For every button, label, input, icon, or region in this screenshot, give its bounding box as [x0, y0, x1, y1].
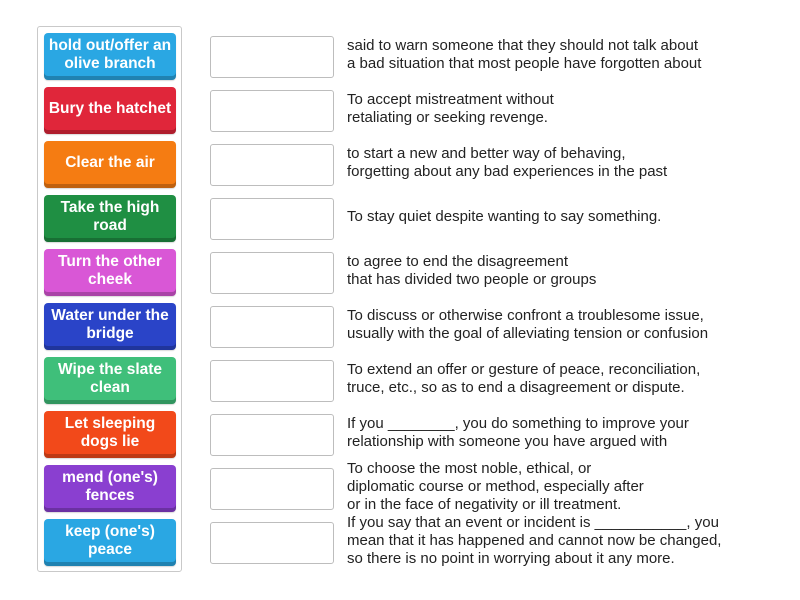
tile-take-the-high-road[interactable]: Take the high road: [44, 195, 176, 242]
definition-8: If you ________, you do something to improve your relationship with someone you have argued with: [347, 415, 689, 450]
tile-olive-branch[interactable]: hold out/offer an olive branch: [44, 33, 176, 80]
tile-turn-the-other-cheek[interactable]: Turn the other cheek: [44, 249, 176, 296]
drop-slot-9[interactable]: [210, 468, 334, 510]
tile-let-sleeping-dogs-lie[interactable]: Let sleeping dogs lie: [44, 411, 176, 458]
definition-9: To choose the most noble, ethical, or diplomatic course or method, especially after or in the face of negativity or ill treatment.: [347, 460, 644, 513]
tile-mend-fences[interactable]: mend (one's) fences: [44, 465, 176, 512]
definition-2: To accept mistreatment without retaliating or seeking revenge.: [347, 91, 554, 126]
definition-10: If you say that an event or incident is ___________, you mean that it has happened and cannot now be changed, so there is no point in worrying about it any more.: [347, 514, 722, 567]
tile-bank: [37, 26, 182, 572]
tile-water-under-the-bridge[interactable]: Water under the bridge: [44, 303, 176, 350]
definition-7: To extend an offer or gesture of peace, reconciliation, truce, etc., so as to end a disagreement or dispute.: [347, 361, 701, 396]
definition-5: to agree to end the disagreement that has divided two people or groups: [347, 253, 597, 288]
drop-slot-6[interactable]: [210, 306, 334, 348]
drop-slot-10[interactable]: [210, 522, 334, 564]
tile-wipe-the-slate-clean[interactable]: Wipe the slate clean: [44, 357, 176, 404]
definition-6: To discuss or otherwise confront a troublesome issue, usually with the goal of alleviating tension or confusion: [347, 307, 709, 342]
drop-slot-2[interactable]: [210, 90, 334, 132]
tile-bury-the-hatchet[interactable]: Bury the hatchet: [44, 87, 176, 134]
drop-slot-7[interactable]: [210, 360, 334, 402]
drop-slot-1[interactable]: [210, 36, 334, 78]
definition-4: To stay quiet despite wanting to say something.: [347, 208, 662, 225]
drop-slot-3[interactable]: [210, 144, 334, 186]
drop-slot-5[interactable]: [210, 252, 334, 294]
drop-slot-4[interactable]: [210, 198, 334, 240]
drop-slot-8[interactable]: [210, 414, 334, 456]
tile-keep-peace[interactable]: keep (one's) peace: [44, 519, 176, 566]
definition-1: said to warn someone that they should not talk about a bad situation that most people have forgotten about: [347, 37, 702, 72]
tile-clear-the-air[interactable]: Clear the air: [44, 141, 176, 188]
definition-3: to start a new and better way of behaving, forgetting about any bad experiences in the past: [347, 145, 668, 180]
